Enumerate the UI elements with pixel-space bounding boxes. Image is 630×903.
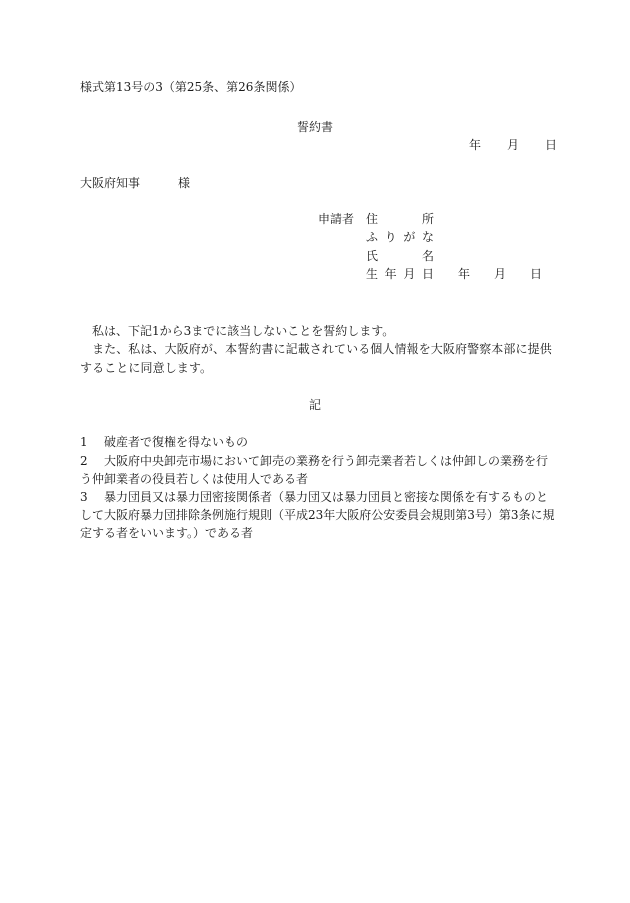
date-day: 日: [545, 138, 558, 152]
birth-month: 月: [494, 267, 507, 281]
birthdate-fields: [458, 266, 542, 282]
list-item: [80, 452, 555, 488]
ki-heading: 記: [308, 398, 321, 412]
pledge-paragraph: 私は、下記1から3までに該当しないことを誓約します。: [92, 324, 395, 338]
applicant-label: 申請者: [318, 212, 355, 226]
title-text: 誓約書: [296, 120, 333, 134]
item-text: 大阪府中央卸売市場において卸売の業務を行う卸売業者若しくは仲卸しの業務を行う仲卸業者の役員若しくは使用人である者: [80, 454, 549, 486]
birthdate-label: [366, 266, 434, 282]
addressee-name: 大阪府知事: [80, 176, 141, 190]
list-item: [80, 433, 555, 451]
addressee-honorific: 様: [178, 176, 191, 190]
document-title: [0, 119, 630, 135]
furi-label-text: ふ り が な: [366, 230, 434, 244]
consent-paragraph: また、私は、大阪府が、本誓約書に記載されている個人情報を大阪府警察本部に提供することに同意します。: [80, 342, 552, 375]
furigana-label: [366, 229, 434, 245]
birth-year: 年: [458, 267, 471, 281]
date-line: [469, 137, 557, 153]
item-number: 3: [80, 490, 88, 504]
list-item: [80, 488, 555, 542]
name-label: [366, 248, 434, 264]
item-number: 2: [80, 454, 88, 468]
addr-label-text: 住 所: [366, 212, 434, 226]
item-text: 破産者で復権を得ないもの: [104, 435, 249, 449]
date-year: 年: [469, 138, 482, 152]
address-label: [366, 211, 434, 227]
form-number-label: 様式第13号の3（第25条、第26条関係）: [80, 80, 302, 94]
birth-day: 日: [530, 267, 543, 281]
date-month: 月: [507, 138, 520, 152]
addressee: [80, 175, 190, 191]
birth-label-text: 生 年 月 日: [366, 267, 434, 281]
nm-label-text: 氏 名: [366, 249, 434, 263]
item-text: 暴力団員又は暴力団密接関係者（暴力団又は暴力団員と密接な関係を有するものとして大阪府暴力団排除条例施行規則（平成23年大阪府公安委員会規則第3号）第3条に規定する者をいいます。）である者: [80, 490, 555, 540]
item-number: 1: [80, 435, 88, 449]
